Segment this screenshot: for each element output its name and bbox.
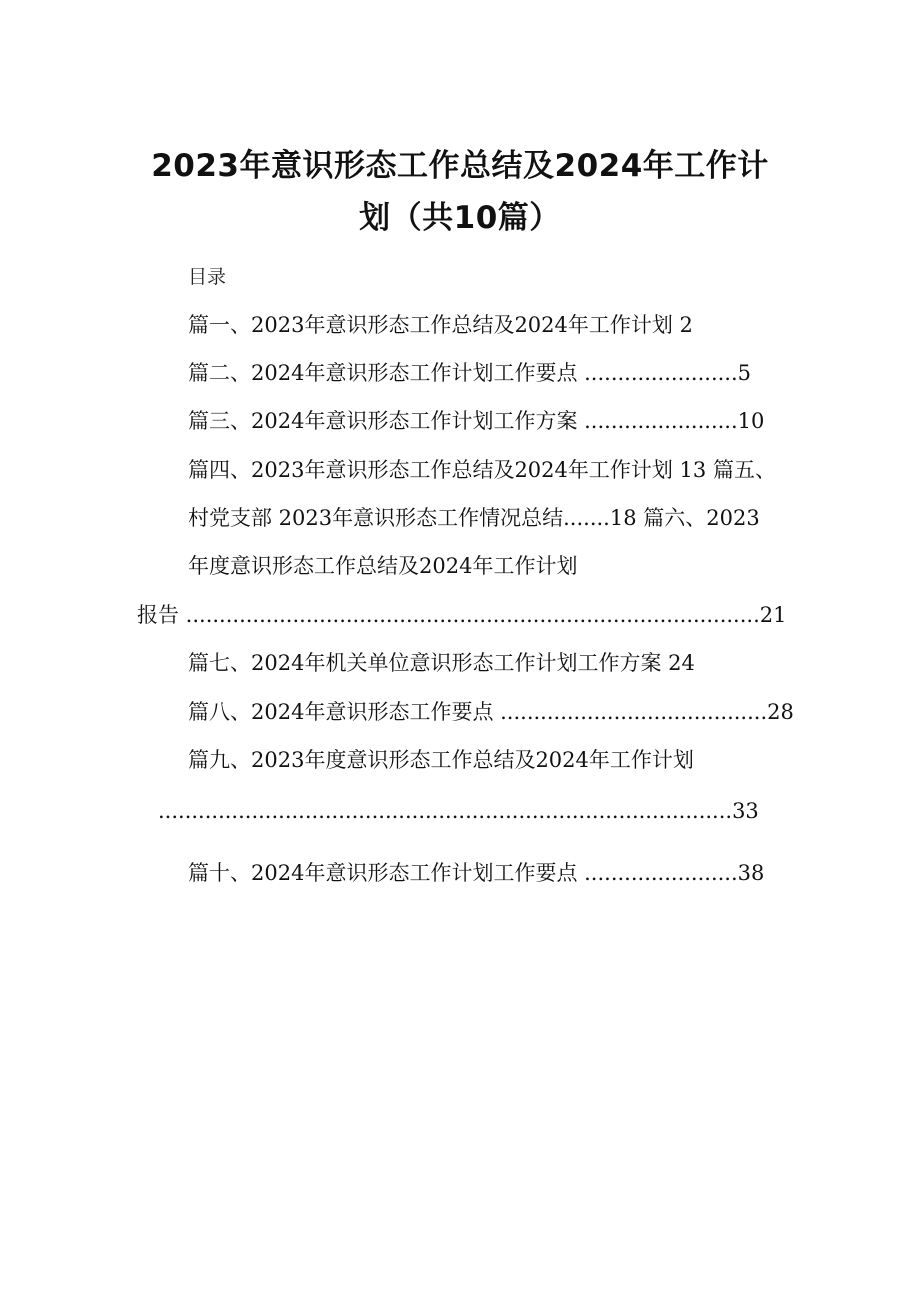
toc-entry-4[interactable]: 篇四、2023年意识形态工作总结及2024年工作计划 13 篇五、: [188, 458, 776, 482]
toc-entry-10[interactable]: 篇十、2024年意识形态工作计划工作要点 .......................38: [188, 861, 765, 885]
document-title-line-1: 2023年意识形态工作总结及2024年工作计: [151, 148, 769, 184]
toc-entry-8[interactable]: 篇八、2024年意识形态工作要点 ........................................28: [188, 700, 794, 724]
toc-entry-3[interactable]: 篇三、2024年意识形态工作计划工作方案 .......................10: [188, 409, 765, 433]
toc-entry-9[interactable]: 篇九、2023年度意识形态工作总结及2024年工作计划: [188, 748, 694, 772]
toc-entry-7[interactable]: 篇七、2024年机关单位意识形态工作计划工作方案 24: [188, 651, 695, 675]
toc-entry-6-continued[interactable]: 报告 ......................................................................................21: [137, 603, 787, 627]
toc-entry-2[interactable]: 篇二、2024年意识形态工作计划工作要点 .......................5: [188, 361, 752, 385]
toc-entry-9-continued[interactable]: ......................................................................................33: [158, 799, 759, 823]
toc-entry-1[interactable]: 篇一、2023年意识形态工作总结及2024年工作计划 2: [188, 313, 693, 337]
document-title-line-2: 划（共10篇）: [359, 200, 561, 236]
toc-entry-5[interactable]: 村党支部 2023年意识形态工作情况总结.......18 篇六、2023: [188, 506, 760, 530]
toc-entry-6[interactable]: 年度意识形态工作总结及2024年工作计划: [188, 554, 578, 578]
toc-heading: 目录: [188, 266, 227, 288]
